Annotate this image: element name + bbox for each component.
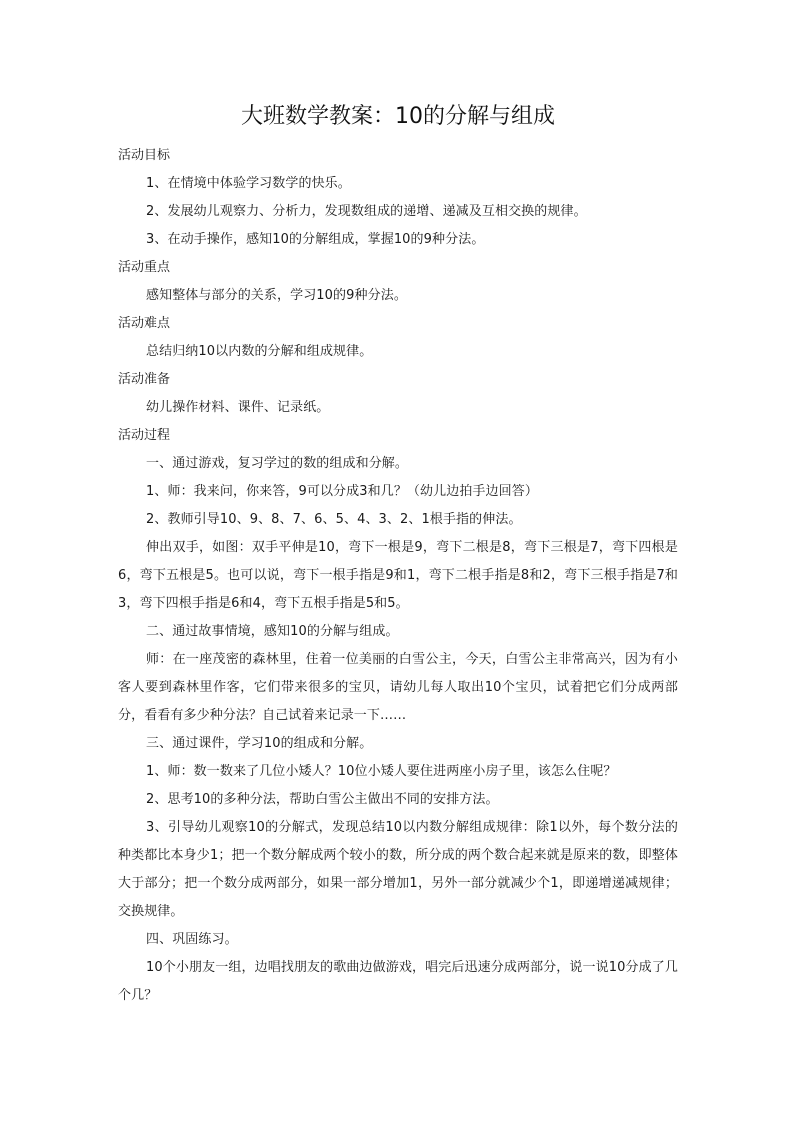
section-heading: 活动重点 [118,260,171,275]
paragraph: 1、师：我来问，你来答，9可以分成3和几？（幼儿边拍手边回答） [146,484,538,499]
section-heading: 活动过程 [118,428,171,443]
section-heading: 活动难点 [118,316,171,331]
paragraph: 三、通过课件，学习10的组成和分解。 [146,736,373,751]
paragraph: 一、通过游戏，复习学过的数的组成和分解。 [146,456,409,471]
paragraph: 2、教师引导10、9、8、7、6、5、4、3、2、1根手指的伸法。 [146,512,522,527]
document-title: 大班数学教案：10的分解与组成 [241,104,555,129]
paragraph: 四、巩固练习。 [146,932,238,947]
section-key-points [118,254,678,310]
paragraph: 总结归纳10以内数的分解和组成规律。 [146,344,373,359]
paragraph: 幼儿操作材料、课件、记录纸。 [146,400,330,415]
paragraph: 感知整体与部分的关系，学习10的9种分法。 [146,288,407,303]
document-page [118,100,678,1010]
paragraph: 3、在动手操作，感知10的分解组成，掌握10的9种分法。 [146,232,485,247]
paragraph: 1、师：数一数来了几位小矮人？10位小矮人要住进两座小房子里，该怎么住呢？ [146,764,617,779]
paragraph: 2、思考10的多种分法，帮助白雪公主做出不同的安排方法。 [146,792,499,807]
paragraph: 伸出双手，如图：双手平伸是10，弯下一根是9，弯下二根是8，弯下三根是7，弯下四根是6，弯下五根是5。也可以说，弯下一根手指是9和1，弯下二根手指是8和2，弯下三根手指是7和3，弯下四根手指是6和4，弯下五根手指是5和5。 [118,540,678,611]
section-preparation [118,366,678,422]
section-difficulties [118,310,678,366]
section-heading: 活动目标 [118,148,171,163]
paragraph: 3、引导幼儿观察10的分解式，发现总结10以内数分解组成规律：除1以外，每个数分法的种类都比本身少1；把一个数分解成两个较小的数，所分成的两个数合起来就是原来的数，即整体大于部分；把一个数分成两部分，如果一部分增加1，另外一部分就减少个1，即递增递减规律；交换规律。 [118,820,678,919]
paragraph: 师：在一座茂密的森林里，住着一位美丽的白雪公主，今天，白雪公主非常高兴，因为有小客人要到森林里作客，它们带来很多的宝贝，请幼儿每人取出10个宝贝，试着把它们分成两部分，看看有多少种分法？自己试着来记录一下…… [118,652,678,723]
section-goals [118,142,678,254]
paragraph: 10个小朋友一组，边唱找朋友的歌曲边做游戏，唱完后迅速分成两部分，说一说10分成了几个几？ [118,960,678,1003]
section-heading: 活动准备 [118,372,171,387]
paragraph: 二、通过故事情境，感知10的分解与组成。 [146,624,399,639]
paragraph: 1、在情境中体验学习数学的快乐。 [146,176,351,191]
section-process [118,422,678,1010]
paragraph: 2、发展幼儿观察力、分析力，发现数组成的递增、递减及互相交换的规律。 [146,204,587,219]
